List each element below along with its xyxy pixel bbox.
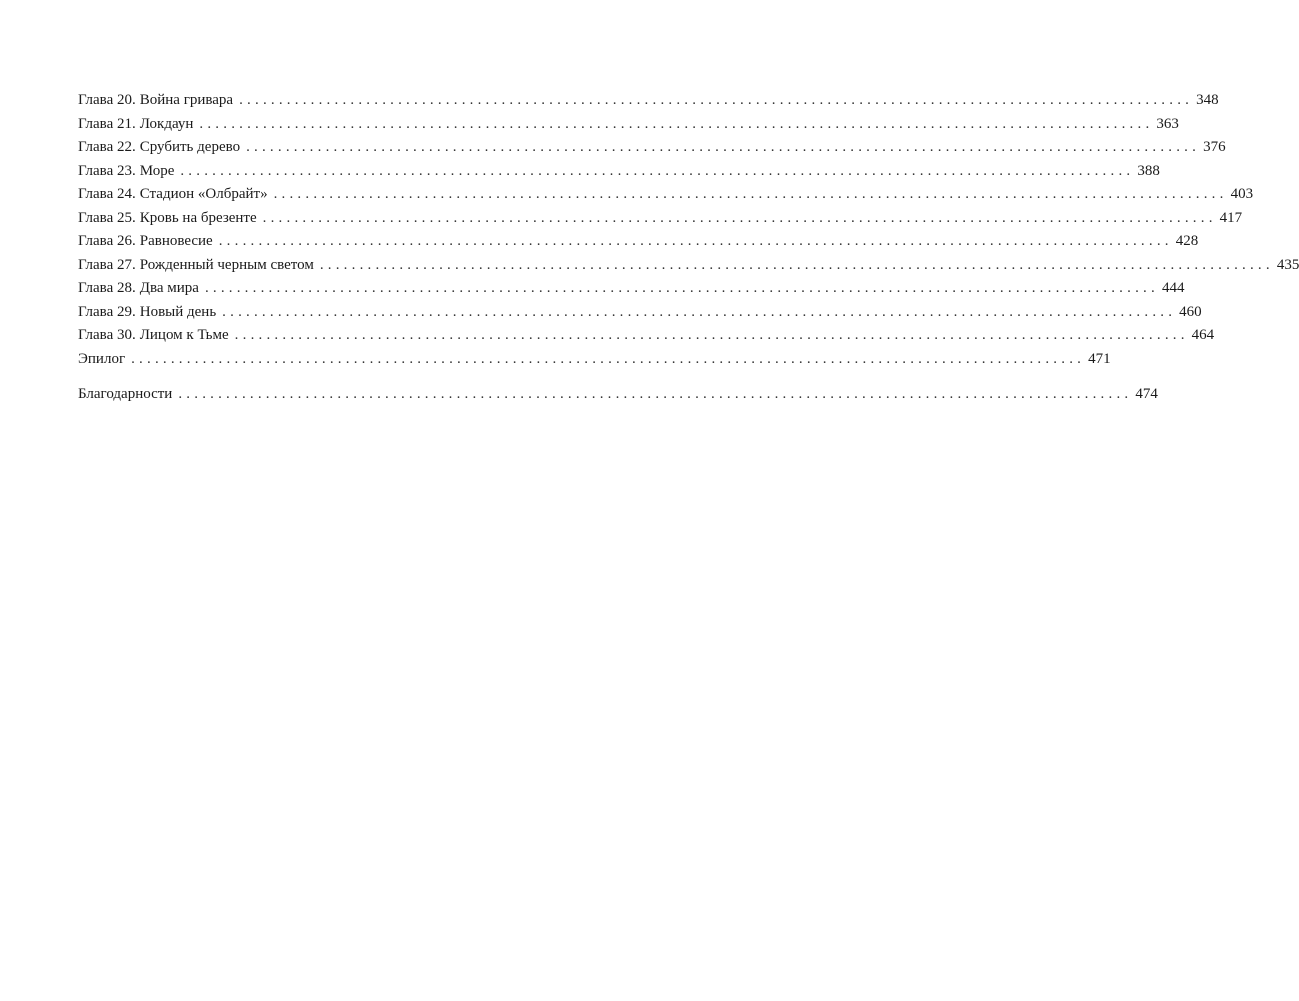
toc-page-number: 435 — [1276, 256, 1299, 273]
toc-entry-chapter-24[interactable] — [78, 183, 1254, 207]
toc-page-number: 363 — [1156, 115, 1179, 132]
toc-chapter-number: Глава 27. — [78, 256, 136, 273]
toc-chapter-number: Глава 21. — [78, 115, 136, 132]
toc-entry-chapter-27[interactable] — [78, 254, 1299, 278]
toc-page-number: 417 — [1219, 209, 1243, 226]
toc-dot-leader: ........................................................................................................................ — [204, 280, 1159, 296]
toc-page-number: 471 — [1088, 350, 1111, 367]
toc-page-number: 348 — [1196, 92, 1219, 108]
toc-chapter-number: Глава 20. — [78, 92, 136, 108]
toc-chapter-number: Глава 28. — [78, 280, 136, 296]
toc-dot-leader: ........................................................................................................................ — [319, 256, 1274, 273]
toc-chapter-title: Море — [139, 162, 175, 179]
toc-chapter-title: Новый день — [139, 303, 217, 320]
toc-dot-leader: ........................................................................................................................ — [262, 209, 1217, 226]
toc-chapter-title: Эпилог — [78, 350, 126, 367]
toc-dot-leader: ........................................................................................................................ — [131, 350, 1086, 367]
toc-entry-chapter-20[interactable] — [78, 89, 1219, 113]
toc-chapter-title: Локдаун — [139, 115, 194, 132]
toc-chapter-title: Стадион «Олбрайт» — [139, 186, 268, 202]
toc-dot-leader: ........................................................................................................................ — [178, 386, 1133, 402]
toc-page-number: 464 — [1191, 327, 1215, 343]
toc-dot-leader: ........................................................................................................................ — [222, 303, 1177, 320]
toc-chapter-title: Война гривара — [139, 92, 234, 108]
toc-dot-leader: ........................................................................................................................ — [199, 115, 1154, 132]
toc-entry-acknowledgements[interactable] — [78, 383, 1158, 407]
toc-chapter-number: Глава 23. — [78, 162, 136, 179]
toc-dot-leader: ........................................................................................................................ — [246, 139, 1201, 155]
toc-dot-leader: ........................................................................................................................ — [218, 233, 1173, 249]
toc-dot-leader: ........................................................................................................................ — [273, 186, 1228, 202]
toc-page-number: 403 — [1230, 186, 1254, 202]
toc-chapter-number: Глава 24. — [78, 186, 136, 202]
toc-page-number: 460 — [1179, 303, 1202, 320]
toc-entry-chapter-25[interactable] — [78, 207, 1243, 231]
toc-entry-chapter-23[interactable] — [78, 160, 1160, 184]
toc-chapter-title: Равновесие — [139, 233, 213, 249]
toc-chapter-title: Срубить дерево — [139, 139, 241, 155]
toc-entry-chapter-30[interactable] — [78, 324, 1215, 348]
toc-chapter-title: Лицом к Тьме — [139, 327, 229, 343]
toc-dot-leader: ........................................................................................................................ — [239, 92, 1194, 108]
toc-dot-leader: ........................................................................................................................ — [234, 327, 1189, 343]
toc-chapter-number: Глава 22. — [78, 139, 136, 155]
toc-page-number: 376 — [1203, 139, 1226, 155]
toc-entry-chapter-26[interactable] — [78, 230, 1199, 254]
toc-entry-chapter-29[interactable] — [78, 301, 1202, 325]
toc-entry-chapter-28[interactable] — [78, 277, 1185, 301]
toc-entry-epilogue[interactable] — [78, 348, 1111, 372]
toc-chapter-number: Глава 26. — [78, 233, 136, 249]
toc-chapter-title: Рожденный черным светом — [139, 256, 314, 273]
table-of-contents — [78, 89, 1299, 407]
toc-chapter-number: Глава 25. — [78, 209, 136, 226]
toc-page-number: 428 — [1175, 233, 1199, 249]
toc-entry-chapter-22[interactable] — [78, 136, 1226, 160]
toc-chapter-number: Глава 29. — [78, 303, 136, 320]
toc-page-number: 444 — [1161, 280, 1185, 296]
toc-chapter-number: Глава 30. — [78, 327, 136, 343]
toc-page-number: 388 — [1137, 162, 1160, 179]
toc-chapter-title: Кровь на брезенте — [139, 209, 257, 226]
toc-page-number: 474 — [1135, 386, 1158, 402]
toc-chapter-title: Два мира — [139, 280, 199, 296]
toc-chapter-title: Благодарности — [78, 386, 173, 402]
toc-dot-leader: ........................................................................................................................ — [180, 162, 1135, 179]
toc-entry-chapter-21[interactable] — [78, 113, 1179, 137]
